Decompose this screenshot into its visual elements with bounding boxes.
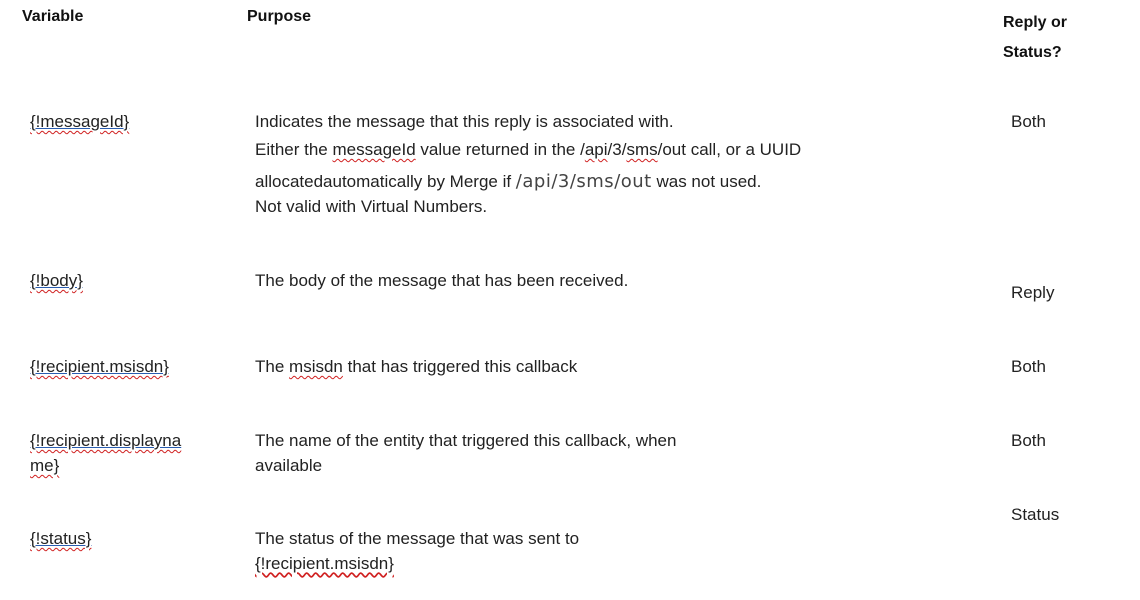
text-span: api [584, 140, 608, 159]
purpose-body: The body of the message that has been received. [255, 271, 629, 290]
text-span: /out call, or a UUID [657, 140, 802, 159]
variable-line: {!recipient.displayna [30, 431, 182, 450]
purpose-line: The name of the entity that triggered this callback, when [255, 431, 677, 450]
variable-messageid-text: {!messageId} [30, 112, 130, 131]
purpose-line [255, 169, 801, 194]
type-status: Status [1011, 505, 1060, 524]
text-span: /3/ [607, 140, 627, 159]
text-span: messageId [332, 140, 416, 159]
variable-body-text: {!body} [30, 271, 83, 290]
purpose-line: The status of the message that was sent to [255, 529, 580, 548]
text-span: was not used. [651, 172, 762, 191]
text-span: value returned in the / [415, 140, 585, 159]
variable-body [30, 268, 83, 293]
purpose-line [255, 551, 579, 576]
code-span: /api/3/sms/out [515, 171, 652, 192]
purpose-recipient-msisdn [255, 354, 577, 379]
purpose-recipient-displayname [255, 428, 676, 478]
variable-recipient-displayname [30, 428, 181, 478]
text-span: {!recipient.msisdn} [255, 554, 394, 573]
type-messageid: Both [1011, 112, 1046, 131]
header-status-line: Status? [1003, 44, 1062, 61]
text-span: msisdn [289, 357, 343, 376]
variable-status-text: {!status} [30, 529, 92, 548]
purpose-messageid [255, 109, 801, 219]
variable-recipient-msisdn [30, 354, 169, 379]
purpose-line: available [255, 456, 323, 475]
variable-messageid [30, 109, 129, 134]
header-variable: Variable [22, 8, 84, 25]
text-span: Either the [255, 140, 333, 159]
text-span: that has triggered this callback [342, 357, 578, 376]
variable-recipient-msisdn-text: {!recipient.msisdn} [30, 357, 169, 376]
type-recipient-displayname: Both [1011, 431, 1046, 450]
header-purpose: Purpose [247, 8, 312, 25]
purpose-status [255, 526, 579, 576]
purpose-line: Indicates the message that this reply is associated with. [255, 112, 674, 131]
variable-status [30, 526, 91, 551]
variable-line: me} [30, 456, 60, 475]
text-span: The [255, 357, 290, 376]
text-span: allocatedautomatically by Merge if [255, 172, 516, 191]
type-body: Reply [1011, 283, 1055, 302]
text-span: sms [626, 140, 658, 159]
purpose-line [255, 137, 801, 162]
header-reply-line: Reply or [1003, 14, 1068, 31]
type-recipient-msisdn: Both [1011, 357, 1046, 376]
header-reply-or-status [1003, 8, 1067, 68]
purpose-line: Not valid with Virtual Numbers. [255, 197, 488, 216]
